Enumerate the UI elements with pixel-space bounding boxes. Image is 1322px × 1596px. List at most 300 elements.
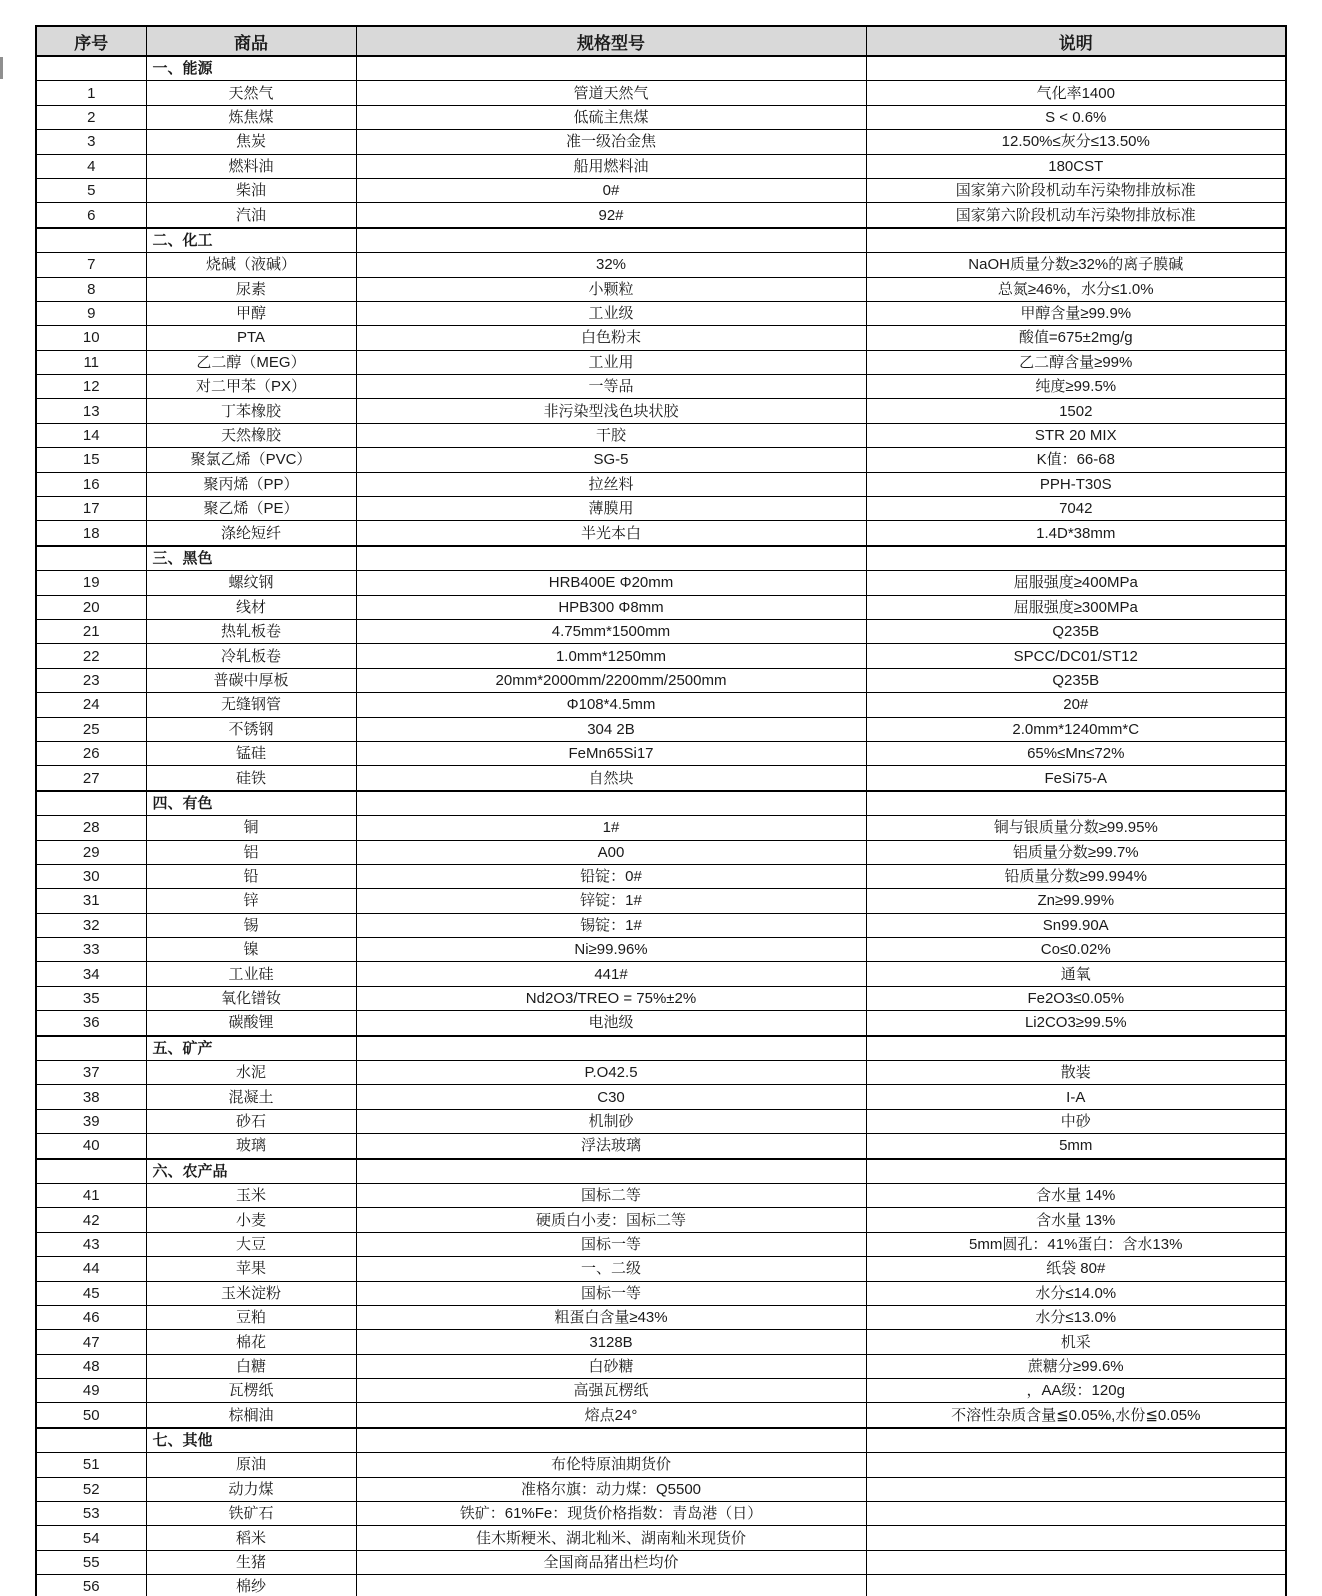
cell-name: 普碳中厚板 xyxy=(146,668,356,692)
cell-desc xyxy=(866,1502,1286,1526)
cell-no: 41 xyxy=(36,1183,146,1207)
cell-spec: 电池级 xyxy=(356,1011,866,1036)
cell-desc: K值：66-68 xyxy=(866,448,1286,472)
table-row xyxy=(36,668,1286,692)
cell-name: 柴油 xyxy=(146,178,356,202)
cell-no: 50 xyxy=(36,1403,146,1428)
cell-name: 白糖 xyxy=(146,1354,356,1378)
table-row xyxy=(36,840,1286,864)
cell-name: 玉米淀粉 xyxy=(146,1281,356,1305)
cell-name: 硅铁 xyxy=(146,766,356,791)
cell-no: 33 xyxy=(36,938,146,962)
cell-desc xyxy=(866,56,1286,81)
cell-desc: SPCC/DC01/ST12 xyxy=(866,644,1286,668)
cell-desc: 国家第六阶段机动车污染物排放标准 xyxy=(866,178,1286,202)
cell-desc xyxy=(866,1477,1286,1501)
cell-desc: 65%≤Mn≤72% xyxy=(866,741,1286,765)
cell-spec: 准格尔旗：动力煤：Q5500 xyxy=(356,1477,866,1501)
cell-spec: 白色粉末 xyxy=(356,326,866,350)
cell-desc: 气化率1400 xyxy=(866,81,1286,105)
cell-desc xyxy=(866,791,1286,816)
table-row xyxy=(36,1085,1286,1109)
cell-no: 19 xyxy=(36,571,146,595)
table-row xyxy=(36,644,1286,668)
table-row xyxy=(36,1550,1286,1574)
cell-name: 不锈钢 xyxy=(146,717,356,741)
cell-spec: 国标一等 xyxy=(356,1232,866,1256)
cell-name: 铁矿石 xyxy=(146,1502,356,1526)
cell-spec: Φ108*4.5mm xyxy=(356,693,866,717)
cell-desc xyxy=(866,1159,1286,1184)
cell-desc: 铜与银质量分数≥99.95% xyxy=(866,816,1286,840)
cell-desc xyxy=(866,1550,1286,1574)
cell-spec xyxy=(356,1036,866,1061)
cell-name: 天然气 xyxy=(146,81,356,105)
cell-spec: A00 xyxy=(356,840,866,864)
table-row xyxy=(36,1011,1286,1036)
cell-no: 37 xyxy=(36,1061,146,1085)
cell-desc: 甲醇含量≥99.9% xyxy=(866,301,1286,325)
table-row xyxy=(36,203,1286,228)
cell-no: 8 xyxy=(36,277,146,301)
table-row xyxy=(36,741,1286,765)
cell-desc xyxy=(866,1575,1286,1596)
table-row xyxy=(36,1575,1286,1596)
cell-spec xyxy=(356,791,866,816)
cell-desc xyxy=(866,1526,1286,1550)
cell-no: 11 xyxy=(36,350,146,374)
cell-spec: 0# xyxy=(356,178,866,202)
cell-desc: 水分≤13.0% xyxy=(866,1305,1286,1329)
cell-name: 聚丙烯（PP） xyxy=(146,472,356,496)
cell-name: 镍 xyxy=(146,938,356,962)
table-row xyxy=(36,1477,1286,1501)
cell-no: 10 xyxy=(36,326,146,350)
cell-spec: SG-5 xyxy=(356,448,866,472)
table-row xyxy=(36,1502,1286,1526)
cell-name: 锌 xyxy=(146,889,356,913)
cell-spec: 薄膜用 xyxy=(356,497,866,521)
section-row xyxy=(36,56,1286,81)
cell-name: 玻璃 xyxy=(146,1134,356,1159)
cell-spec: HRB400E Φ20mm xyxy=(356,571,866,595)
cell-no: 17 xyxy=(36,497,146,521)
table-row xyxy=(36,693,1286,717)
section-row xyxy=(36,1159,1286,1184)
table-row xyxy=(36,816,1286,840)
cell-spec xyxy=(356,1428,866,1453)
cell-desc: 国家第六阶段机动车污染物排放标准 xyxy=(866,203,1286,228)
cell-no: 12 xyxy=(36,375,146,399)
cell-spec: 20mm*2000mm/2200mm/2500mm xyxy=(356,668,866,692)
cell-spec: 硬质白小麦：国标二等 xyxy=(356,1208,866,1232)
cell-desc: FeSi75-A xyxy=(866,766,1286,791)
cell-desc: 铝质量分数≥99.7% xyxy=(866,840,1286,864)
cell-name: 玉米 xyxy=(146,1183,356,1207)
cell-no: 44 xyxy=(36,1257,146,1281)
cell-spec: 工业级 xyxy=(356,301,866,325)
cell-desc: 机采 xyxy=(866,1330,1286,1354)
col-header-name: 商品 xyxy=(146,26,356,56)
cell-desc: 屈服强度≥400MPa xyxy=(866,571,1286,595)
section-title: 四、有色 xyxy=(146,791,356,816)
cell-name: 生猪 xyxy=(146,1550,356,1574)
cell-desc: 散装 xyxy=(866,1061,1286,1085)
cell-desc: ，AA级：120g xyxy=(866,1379,1286,1403)
cell-name: 涤纶短纤 xyxy=(146,521,356,546)
cell-no xyxy=(36,546,146,571)
cell-spec: 船用燃料油 xyxy=(356,154,866,178)
cell-desc: PPH-T30S xyxy=(866,472,1286,496)
table-row xyxy=(36,178,1286,202)
cell-name: 动力煤 xyxy=(146,1477,356,1501)
cell-name: 豆粕 xyxy=(146,1305,356,1329)
cell-no: 39 xyxy=(36,1109,146,1133)
table-row xyxy=(36,864,1286,888)
cell-no xyxy=(36,56,146,81)
cell-spec: FeMn65Si17 xyxy=(356,741,866,765)
cell-no: 22 xyxy=(36,644,146,668)
table-row xyxy=(36,1183,1286,1207)
cell-name: 无缝钢管 xyxy=(146,693,356,717)
table-row xyxy=(36,571,1286,595)
cell-name: 棉纱 xyxy=(146,1575,356,1596)
col-header-desc: 说明 xyxy=(866,26,1286,56)
cell-name: 小麦 xyxy=(146,1208,356,1232)
cell-no: 31 xyxy=(36,889,146,913)
cell-spec: 441# xyxy=(356,962,866,986)
table-row xyxy=(36,1208,1286,1232)
cell-spec: 半光本白 xyxy=(356,521,866,546)
cell-desc: 水分≤14.0% xyxy=(866,1281,1286,1305)
cell-no: 26 xyxy=(36,741,146,765)
cell-desc: 屈服强度≥300MPa xyxy=(866,595,1286,619)
table-row xyxy=(36,938,1286,962)
cell-spec: 铅锭：0# xyxy=(356,864,866,888)
commodity-table xyxy=(35,25,1287,1596)
cell-name: 铜 xyxy=(146,816,356,840)
cell-name: 焦炭 xyxy=(146,130,356,154)
cell-no: 14 xyxy=(36,423,146,447)
cell-desc xyxy=(866,1453,1286,1477)
cell-spec: 机制砂 xyxy=(356,1109,866,1133)
cell-no xyxy=(36,1036,146,1061)
cell-name: 苹果 xyxy=(146,1257,356,1281)
cell-spec: 佳木斯粳米、湖北籼米、湖南籼米现货价 xyxy=(356,1526,866,1550)
cell-desc: Li2CO3≥99.5% xyxy=(866,1011,1286,1036)
cell-desc: 酸值=675±2mg/g xyxy=(866,326,1286,350)
cell-no: 38 xyxy=(36,1085,146,1109)
section-title: 五、矿产 xyxy=(146,1036,356,1061)
cell-no: 45 xyxy=(36,1281,146,1305)
section-title: 七、其他 xyxy=(146,1428,356,1453)
cell-no: 2 xyxy=(36,105,146,129)
cell-spec: 非污染型浅色块状胶 xyxy=(356,399,866,423)
cell-name: PTA xyxy=(146,326,356,350)
cell-spec: 1# xyxy=(356,816,866,840)
cell-desc: 通氧 xyxy=(866,962,1286,986)
cell-spec: P.O42.5 xyxy=(356,1061,866,1085)
cell-no: 43 xyxy=(36,1232,146,1256)
cell-no: 54 xyxy=(36,1526,146,1550)
cell-no: 46 xyxy=(36,1305,146,1329)
cell-no: 6 xyxy=(36,203,146,228)
table-row xyxy=(36,448,1286,472)
cell-spec: 1.0mm*1250mm xyxy=(356,644,866,668)
table-row xyxy=(36,889,1286,913)
cell-desc: 含水量 14% xyxy=(866,1183,1286,1207)
cell-no xyxy=(36,228,146,253)
cell-spec: 铁矿：61%Fe：现货价格指数：青岛港（日） xyxy=(356,1502,866,1526)
cell-spec: 全国商品猪出栏均价 xyxy=(356,1550,866,1574)
cell-no: 4 xyxy=(36,154,146,178)
section-row xyxy=(36,546,1286,571)
table-row xyxy=(36,1257,1286,1281)
cell-desc xyxy=(866,546,1286,571)
table-row xyxy=(36,301,1286,325)
table-row xyxy=(36,986,1286,1010)
cell-no: 7 xyxy=(36,253,146,277)
cell-name: 原油 xyxy=(146,1453,356,1477)
table-row xyxy=(36,1354,1286,1378)
cell-name: 瓦楞纸 xyxy=(146,1379,356,1403)
cell-desc xyxy=(866,1428,1286,1453)
section-title: 一、能源 xyxy=(146,56,356,81)
cell-spec: 国标一等 xyxy=(356,1281,866,1305)
cell-no: 29 xyxy=(36,840,146,864)
cell-no: 25 xyxy=(36,717,146,741)
cell-desc: 中砂 xyxy=(866,1109,1286,1133)
cell-desc: 12.50%≤灰分≤13.50% xyxy=(866,130,1286,154)
cell-name: 对二甲苯（PX） xyxy=(146,375,356,399)
cell-spec xyxy=(356,546,866,571)
cell-desc: Zn≥99.99% xyxy=(866,889,1286,913)
table-row xyxy=(36,105,1286,129)
cell-spec xyxy=(356,1575,866,1596)
cell-no: 49 xyxy=(36,1379,146,1403)
table-body xyxy=(36,56,1286,1596)
cell-spec: HPB300 Φ8mm xyxy=(356,595,866,619)
cell-no: 32 xyxy=(36,913,146,937)
cell-spec: 拉丝料 xyxy=(356,472,866,496)
cell-no: 55 xyxy=(36,1550,146,1574)
cell-desc: 7042 xyxy=(866,497,1286,521)
section-row xyxy=(36,228,1286,253)
cell-name: 螺纹钢 xyxy=(146,571,356,595)
section-row xyxy=(36,1428,1286,1453)
cell-spec: C30 xyxy=(356,1085,866,1109)
cell-desc: Fe2O3≤0.05% xyxy=(866,986,1286,1010)
header-row xyxy=(36,26,1286,56)
table-row xyxy=(36,1526,1286,1550)
table-row xyxy=(36,423,1286,447)
cell-desc: 20# xyxy=(866,693,1286,717)
cell-name: 砂石 xyxy=(146,1109,356,1133)
cell-no: 48 xyxy=(36,1354,146,1378)
table-row xyxy=(36,277,1286,301)
cell-desc: Q235B xyxy=(866,619,1286,643)
section-title: 三、黑色 xyxy=(146,546,356,571)
cell-spec: 布伦特原油期货价 xyxy=(356,1453,866,1477)
cell-spec: 工业用 xyxy=(356,350,866,374)
cell-no xyxy=(36,1159,146,1184)
table-row xyxy=(36,472,1286,496)
cell-desc: 5mm xyxy=(866,1134,1286,1159)
table-row xyxy=(36,497,1286,521)
cell-no: 23 xyxy=(36,668,146,692)
cell-name: 丁苯橡胶 xyxy=(146,399,356,423)
cell-no: 24 xyxy=(36,693,146,717)
cell-spec: 一等品 xyxy=(356,375,866,399)
cell-name: 棕榈油 xyxy=(146,1403,356,1428)
cell-name: 大豆 xyxy=(146,1232,356,1256)
cell-no: 5 xyxy=(36,178,146,202)
table-row xyxy=(36,962,1286,986)
table-row xyxy=(36,1232,1286,1256)
table-row xyxy=(36,326,1286,350)
cell-no: 9 xyxy=(36,301,146,325)
cell-no: 27 xyxy=(36,766,146,791)
table-row xyxy=(36,154,1286,178)
table-row xyxy=(36,1134,1286,1159)
cell-spec: 高强瓦楞纸 xyxy=(356,1379,866,1403)
cell-spec: 304 2B xyxy=(356,717,866,741)
cell-desc: 1502 xyxy=(866,399,1286,423)
cell-spec: 小颗粒 xyxy=(356,277,866,301)
cell-spec: 熔点24° xyxy=(356,1403,866,1428)
cell-desc: Co≤0.02% xyxy=(866,938,1286,962)
cell-no: 3 xyxy=(36,130,146,154)
cell-name: 冷轧板卷 xyxy=(146,644,356,668)
table-row xyxy=(36,350,1286,374)
table-row xyxy=(36,81,1286,105)
cell-name: 氧化镨钕 xyxy=(146,986,356,1010)
cell-no: 20 xyxy=(36,595,146,619)
left-edge-artifact xyxy=(0,57,3,79)
cell-spec xyxy=(356,56,866,81)
table-row xyxy=(36,399,1286,423)
cell-spec: 粗蛋白含量≥43% xyxy=(356,1305,866,1329)
cell-name: 燃料油 xyxy=(146,154,356,178)
table-row xyxy=(36,766,1286,791)
cell-name: 烧碱（液碱） xyxy=(146,253,356,277)
cell-no: 34 xyxy=(36,962,146,986)
table-row xyxy=(36,1330,1286,1354)
table-row xyxy=(36,619,1286,643)
cell-no: 35 xyxy=(36,986,146,1010)
cell-desc: 蔗糖分≥99.6% xyxy=(866,1354,1286,1378)
cell-no: 40 xyxy=(36,1134,146,1159)
cell-desc: 铅质量分数≥99.994% xyxy=(866,864,1286,888)
cell-spec xyxy=(356,1159,866,1184)
table-row xyxy=(36,717,1286,741)
col-header-spec: 规格型号 xyxy=(356,26,866,56)
cell-spec: 白砂糖 xyxy=(356,1354,866,1378)
table-row xyxy=(36,1403,1286,1428)
cell-name: 锰硅 xyxy=(146,741,356,765)
cell-no: 13 xyxy=(36,399,146,423)
cell-no: 1 xyxy=(36,81,146,105)
table-row xyxy=(36,1061,1286,1085)
cell-desc: 乙二醇含量≥99% xyxy=(866,350,1286,374)
table-row xyxy=(36,1379,1286,1403)
cell-spec: 3128B xyxy=(356,1330,866,1354)
cell-name: 铝 xyxy=(146,840,356,864)
cell-desc: 总氮≥46%，水分≤1.0% xyxy=(866,277,1286,301)
cell-no: 21 xyxy=(36,619,146,643)
cell-spec: 准一级冶金焦 xyxy=(356,130,866,154)
cell-no xyxy=(36,1428,146,1453)
cell-spec: 自然块 xyxy=(356,766,866,791)
cell-spec: 管道天然气 xyxy=(356,81,866,105)
cell-name: 聚乙烯（PE） xyxy=(146,497,356,521)
cell-desc: 纯度≥99.5% xyxy=(866,375,1286,399)
cell-no: 53 xyxy=(36,1502,146,1526)
cell-name: 混凝土 xyxy=(146,1085,356,1109)
cell-no xyxy=(36,791,146,816)
cell-name: 锡 xyxy=(146,913,356,937)
cell-spec: Ni≥99.96% xyxy=(356,938,866,962)
cell-name: 汽油 xyxy=(146,203,356,228)
cell-name: 水泥 xyxy=(146,1061,356,1085)
cell-desc: 5mm圆孔：41%蛋白：含水13% xyxy=(866,1232,1286,1256)
cell-spec: 锌锭：1# xyxy=(356,889,866,913)
table-row xyxy=(36,1453,1286,1477)
cell-no: 51 xyxy=(36,1453,146,1477)
commodity-sheet xyxy=(35,25,1287,1596)
cell-spec: 干胶 xyxy=(356,423,866,447)
cell-spec: 浮法玻璃 xyxy=(356,1134,866,1159)
col-header-no: 序号 xyxy=(36,26,146,56)
cell-name: 铅 xyxy=(146,864,356,888)
cell-desc: I-A xyxy=(866,1085,1286,1109)
cell-no: 42 xyxy=(36,1208,146,1232)
cell-spec: 国标二等 xyxy=(356,1183,866,1207)
cell-desc: 180CST xyxy=(866,154,1286,178)
cell-desc: 1.4D*38mm xyxy=(866,521,1286,546)
table-row xyxy=(36,595,1286,619)
cell-spec: 锡锭：1# xyxy=(356,913,866,937)
cell-desc: NaOH质量分数≥32%的离子膜碱 xyxy=(866,253,1286,277)
section-title: 六、农产品 xyxy=(146,1159,356,1184)
table-row xyxy=(36,253,1286,277)
cell-no: 15 xyxy=(36,448,146,472)
cell-no: 28 xyxy=(36,816,146,840)
cell-name: 聚氯乙烯（PVC） xyxy=(146,448,356,472)
table-row xyxy=(36,1305,1286,1329)
cell-name: 线材 xyxy=(146,595,356,619)
cell-spec: Nd2O3/TREO = 75%±2% xyxy=(356,986,866,1010)
table-row xyxy=(36,1281,1286,1305)
cell-desc: S < 0.6% xyxy=(866,105,1286,129)
table-row xyxy=(36,521,1286,546)
section-row xyxy=(36,791,1286,816)
cell-desc xyxy=(866,228,1286,253)
cell-no: 52 xyxy=(36,1477,146,1501)
cell-desc xyxy=(866,1036,1286,1061)
cell-desc: 不溶性杂质含量≦0.05%,水份≦0.05% xyxy=(866,1403,1286,1428)
cell-desc: 2.0mm*1240mm*C xyxy=(866,717,1286,741)
cell-desc: STR 20 MIX xyxy=(866,423,1286,447)
cell-name: 稻米 xyxy=(146,1526,356,1550)
cell-spec xyxy=(356,228,866,253)
table-row xyxy=(36,913,1286,937)
cell-name: 天然橡胶 xyxy=(146,423,356,447)
cell-spec: 低硫主焦煤 xyxy=(356,105,866,129)
cell-spec: 92# xyxy=(356,203,866,228)
cell-spec: 4.75mm*1500mm xyxy=(356,619,866,643)
cell-desc: 纸袋 80# xyxy=(866,1257,1286,1281)
